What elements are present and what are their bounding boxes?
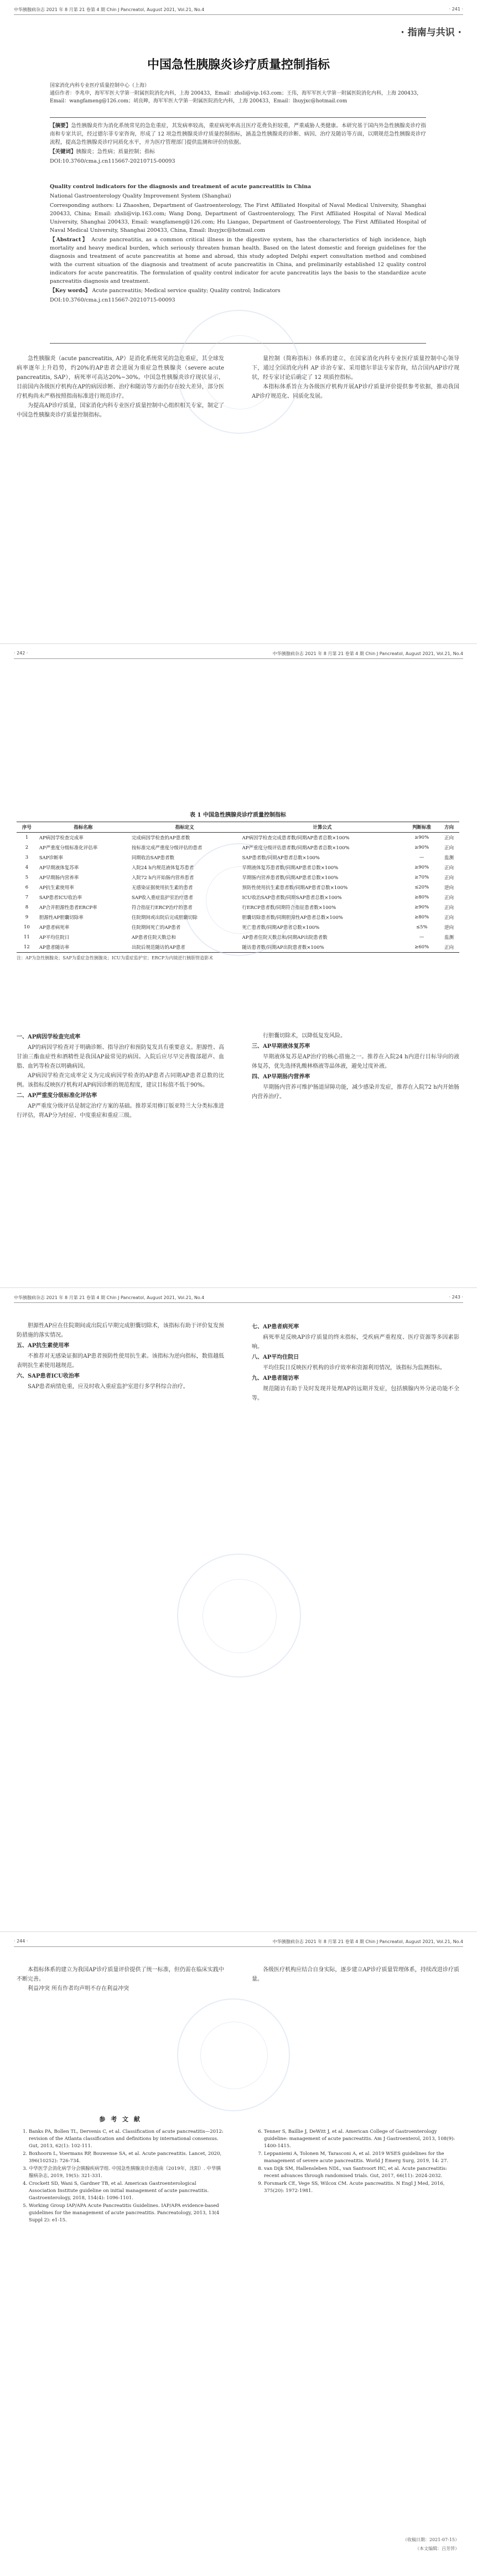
- en-abstract-label: 【Abstract】: [50, 237, 89, 243]
- reference-list: [17, 2128, 224, 2224]
- paragraph: 规范随访有助于及时发现并处理AP的远期并发症，包括胰腺内外分泌功能不全等。: [252, 1386, 459, 1401]
- paragraph: AP严重度分级评估是制定治疗方案的基础。推荐采用修订版亚特兰大分类标准进行评估，将AP分为轻症、中度重症和重症三级。: [17, 1103, 224, 1119]
- table-cell: AP病因学检查完成率: [39, 835, 84, 841]
- table-cell: 10: [24, 925, 30, 930]
- header-page-number: · 243 ·: [449, 1295, 463, 1300]
- correspondence: 通信作者：李兆申，海军军医大学第一附属医院消化内科，上海 200433，Email：zhsli@vip.163.com；王伟，海军军医大学第一附属医院消化内科，上海 200433，Email：wangfameng@126.com；胡良皞，海军军医大学第一附属医院消化内科，上海 200433，Email：lhuyjxc@hotmail.com: [50, 91, 422, 104]
- table-cell: ≥90%: [414, 905, 429, 910]
- reference-item: 4. Crockett SD, Wani S, Gardner TB, et al. American Gastroenterological Association Institute guideline on initial management of acute pancreatitis. Gastroenterology, 2018, 154(4): 1096-1101.: [29, 2180, 224, 2202]
- en-keywords-label: 【Key words】: [50, 288, 91, 294]
- table-cell: 死亡患者数/同期AP患者总数×100%: [242, 925, 320, 931]
- divider: [50, 117, 426, 118]
- paragraph: 行胆囊切除术，以降低复发风险。: [263, 1033, 346, 1039]
- paragraph: 早期液体复苏是AP治疗的核心措施之一。推荐在入院24 h内进行目标导向的液体复苏，优先选择乳酸林格液等晶体液，避免过度补液。: [252, 1054, 459, 1069]
- body-column-right: [252, 1031, 459, 1102]
- header-page-number: · 244 ·: [14, 1939, 28, 1944]
- table-header-cell: 序号: [17, 822, 37, 833]
- paragraph: 早期肠内营养可维护肠道屏障功能，减少感染并发症，推荐在入院72 h内开始肠内营养治疗。: [252, 1084, 459, 1100]
- reference-list: [252, 2128, 459, 2195]
- en-keywords-text: Acute pancreatitis; Medical service quality; Quality control; Indicators: [92, 288, 281, 294]
- table-cell: ICU收治SAP患者数/同期SAP患者总数×100%: [242, 895, 342, 901]
- table-cell: SAP收入重症监护室治疗患者: [131, 895, 194, 901]
- running-header: [14, 1294, 463, 1303]
- table-header-cell: 指标名称: [37, 822, 129, 833]
- paragraph: 利益冲突 所有作者均声明不存在利益冲突: [28, 1986, 129, 1992]
- page-1: [0, 0, 477, 643]
- section-heading: 三、AP早期液体复苏率: [252, 1043, 310, 1050]
- table-header-cell: 方向: [439, 822, 459, 833]
- abstract-en: [50, 183, 426, 305]
- table-cell: 逆向: [444, 885, 454, 891]
- table-cell: AP严重度分级评估患者数/同期AP患者总数×100%: [242, 845, 350, 851]
- page-3: [0, 1288, 477, 1931]
- table-header-cell: 计算公式: [240, 822, 405, 833]
- paragraph: 平均住院日反映医疗机构的诊疗效率和资源利用情况，该指标为监测指标。: [263, 1365, 445, 1371]
- table-cell: 住院期间死亡的AP患者: [131, 925, 181, 931]
- en-title: Quality control indicators for the diagnosis and treatment of acute pancreatitis in China: [50, 184, 312, 190]
- header-page-number: · 242 ·: [14, 651, 28, 656]
- table-cell: 正向: [444, 915, 454, 921]
- running-header: [14, 6, 463, 15]
- table-cell: ≥60%: [405, 942, 439, 953]
- reference-item: 1. Banks PA, Bollen TL, Dervenis C, et al. Classification of acute pancreatitis—2012: revision of the Atlanta classification and definitions by international consensus. Gut, 2013, 62(1): 102-111.: [29, 2128, 224, 2150]
- table-cell: 监测: [444, 935, 454, 941]
- en-abstract-text: Acute pancreatitis, as a common critical illness in the digestive system, has the characteristics of high incidence, high mortality and heavy medical burden, which seriously threaten human health. Based on the latest domestic and foreign guidelines for the diagnosis and treatment of acute pancreatitis at home and abroad, this study adopted Delphi expert consultation method and combined with the current situation of the diagnosis and treatment of acute pancreatitis in China, and preliminarily established 12 quality control indicators for acute pancreatitis. The formulation of quality control indicator for acute pancreatitis lays the basis to the standardize acute pancreatitis diagnosis and treatment.: [50, 237, 426, 284]
- author-group: 国家消化内科专业医疗质量控制中心（上海）: [50, 83, 150, 89]
- editor-note: （本文编辑：吕芳萍）: [415, 2546, 459, 2551]
- table-cell: 1: [25, 835, 29, 840]
- section-heading: 四、AP早期肠内营养率: [252, 1074, 310, 1080]
- table-cell: 监测: [444, 855, 454, 861]
- table-cell: ≥80%: [414, 915, 429, 920]
- table-note: 注：AP为急性胰腺炎；SAP为重症急性胰腺炎；ICU为重症监护室；ERCP为内镜逆行胰胆管造影术: [17, 955, 214, 960]
- watermark-seal: [177, 1554, 301, 1677]
- paragraph: AP病因学检查完成率定义为完成病因学检查的AP患者占同期AP患者总数的比例。该指标反映医疗机构对AP病因诊断的规范程度，建议目标值不低于90%。: [17, 1073, 224, 1088]
- paragraph: 病死率是反映AP诊疗质量的终末指标，受疾病严重程度、医疗资源等多因素影响。: [252, 1334, 459, 1350]
- table-cell: 正向: [439, 942, 459, 953]
- reference-item: 7. Leppaniemi A, Tolonen M, Tarasconi A, et al. 2019 WSES guidelines for the management of severe acute pancreatitis. World J Emerg Surg, 2019, 14: 27.: [264, 2151, 459, 2165]
- en-correspondence: Corresponding authors: Li Zhaoshen, Department of Gastroenterology, The First Affiliated Hospital of Naval Medical University, Shanghai 200433, China; Email: zhsli@vip.163.com; Wang Dong, Department of Gastroenterology, The First Affiliated Hospital of Naval Medical University, Shanghai 200433, Email: wangfameng@126.com; Hu Liangao, Department of Gastroenterology, The First Affiliated Hospital of Naval Medical University, Shanghai 200433, China, Email: lhuyjxc@hotmail.com: [50, 202, 426, 233]
- section-heading: 一、AP病因学检查完成率: [17, 1034, 81, 1040]
- paragraph: 各级医疗机构应结合自身实际，逐步建立AP诊疗质量管理体系，持续改进诊疗质量。: [252, 1967, 459, 1982]
- reference-item: 5. Working Group IAP/APA Acute Pancreatitis Guidelines. IAP/APA evidence-based guidelines for the management of acute pancreatitis. Pancreatology, 2013, 13(4 Suppl 2): e1-15.: [29, 2203, 224, 2224]
- article-title: 中国急性胰腺炎诊疗质量控制指标: [147, 58, 330, 72]
- doi: DOI:10.3760/cma.j.cn115667-20210715-00093: [50, 158, 175, 164]
- table-cell: AP患者住院天数总和/同期AP出院患者数: [242, 935, 328, 941]
- section-heading: 二、AP严重度分级标准化评估率: [17, 1093, 97, 1099]
- table-cell: 正向: [444, 835, 454, 841]
- table-cell: 12: [17, 942, 37, 953]
- table-cell: 预防性使用抗生素患者数/同期AP患者总数×100%: [242, 885, 348, 891]
- keywords-label: 【关键词】: [50, 149, 76, 155]
- body-column-left: [17, 1321, 224, 1391]
- table-cell: 2: [25, 845, 29, 850]
- table-cell: 出院后规范随访的AP患者: [129, 942, 240, 953]
- table-cell: 正向: [444, 895, 454, 901]
- table-cell: 住院期间或出院后完成胆囊切除: [131, 915, 198, 921]
- received-date: （收稿日期：2021-07-15）: [402, 2537, 459, 2542]
- table-cell: AP早期肠内营养率: [39, 875, 79, 881]
- table-cell: ≤20%: [414, 885, 429, 890]
- header-page-number: · 241 ·: [449, 7, 463, 12]
- reference-item: 2. Boxhoorn L, Voermans RP, Bouwense SA, et al. Acute pancreatitis. Lancet, 2020, 396(10252): 726-734.: [29, 2151, 224, 2165]
- table-cell: 8: [25, 905, 29, 910]
- table-cell: 随访患者数/同期AP出院患者数×100%: [240, 942, 405, 953]
- table-cell: 6: [25, 885, 29, 890]
- references-right: [252, 2128, 459, 2195]
- header-journal: 中华胰腺病杂志 2021 年 8 月第 21 卷第 4 期 Chin J Pancreatol, August 2021, Vol.21, No.4: [272, 651, 463, 656]
- table-cell: SAP患者ICU收治率: [39, 895, 82, 901]
- table-cell: ≤5%: [416, 925, 428, 930]
- reference-item: 3. 中华医学会消化病学分会胰腺疾病学组. 中国急性胰腺炎诊治指南（2019年，沈阳）. 中华胰腺病杂志, 2019, 19(5): 321-331.: [29, 2165, 224, 2180]
- paragraph: 胆源性AP应在住院期间或出院后早期完成胆囊切除术，该指标有助于评价复发预防措施的落实情况。: [17, 1323, 224, 1338]
- table-cell: 入院72 h内开始肠内营养患者: [131, 875, 194, 881]
- paragraph: 量控制（简称指标）体系的建立，在国家消化内科专业医疗质量控制中心领导下，通过全国消化内科 AP 诊治专家、采用德尔菲法专家咨询，结合国内AP诊疗现状，经专家讨论后确定了 12 项质控指标。: [252, 356, 459, 381]
- body-column-right: [252, 1965, 459, 1984]
- table-cell: 早期肠内营养患者数/同期AP患者总数×100%: [242, 875, 339, 881]
- abstract-text: 急性胰腺炎作为消化系统常见的急危重症，其发病率较高，重症病死率高且医疗花费负担较重，严重威胁人类健康。本研究基于国内外急性胰腺炎诊疗指南和专家共识，经过德尔菲专家咨询，形成了 12 项急性胰腺炎诊疗质量控制指标，涵盖急性胰腺炎的诊断、病因、治疗及随访等方面，以期规范急性胰腺炎诊疗流程，提高急性胰腺炎诊疗同质化水平，并为医疗管理部门提供监测和评价的依据。: [50, 123, 426, 146]
- abstract-cn: [50, 122, 426, 167]
- table-cell: AP合并胆源性患者ERCP率: [39, 905, 97, 911]
- table-cell: 无感染证据使用抗生素的患者: [131, 885, 193, 891]
- running-header: [14, 1938, 463, 1947]
- table-cell: 符合指征行ERCP治疗的患者: [131, 905, 193, 911]
- en-group: National Gastroenterology Quality Improvement System (Shanghai): [50, 193, 231, 199]
- table-cell: AP平均住院日: [39, 935, 70, 941]
- keywords-text: 胰腺炎；急性病；质量控制；指标: [76, 149, 155, 155]
- table-cell: 7: [25, 895, 29, 900]
- table-cell: 正向: [444, 875, 454, 881]
- table-cell: 按标准完成严重度分级评估的患者: [131, 845, 203, 851]
- section-heading: 七、AP患者病死率: [252, 1324, 299, 1330]
- table-cell: —: [419, 934, 424, 940]
- table-cell: 完成病因学检查的AP患者数: [131, 835, 190, 841]
- header-journal: 中华胰腺病杂志 2021 年 8 月第 21 卷第 4 期 Chin J Pancreatol, August 2021, Vol.21, No.4: [14, 1295, 205, 1300]
- table-cell: AP早期液体复苏率: [39, 865, 79, 871]
- table-cell: 入院24 h内规范液体复苏患者: [131, 865, 194, 871]
- table-cell: 逆向: [444, 925, 454, 931]
- paragraph: AP的病因学检查对于明确诊断、指导治疗和预防复发具有重要意义。胆源性、高甘油三酯血症性和酒精性是我国AP最常见的病因。入院后应尽早完善腹部超声、血脂、血钙等检查以明确病因。: [17, 1045, 224, 1069]
- running-header: [14, 650, 463, 659]
- table-cell: 早期液体复苏患者数/同期AP患者总数×100%: [242, 865, 339, 871]
- table-cell: 11: [24, 934, 30, 940]
- table-cell: 胆囊切除患者数/同期胆源性AP患者总数×100%: [242, 915, 343, 921]
- table-cell: AP患者随访率: [37, 942, 129, 953]
- table-row: [17, 833, 459, 843]
- section-heading: 八、AP平均住院日: [252, 1354, 299, 1360]
- author-block: [50, 82, 426, 105]
- paragraph: 为提高AP诊疗质量，国家消化内科专业医疗质量控制中心组织相关专家，制定了中国急性胰腺炎诊疗质量控制指标。: [17, 403, 224, 418]
- table-header-cell: 指标定义: [129, 822, 240, 833]
- reference-item: 8. van Dijk SM, Hallensleben NDL, van Santvoort HC, et al. Acute pancreatitis: recent advances through randomised trials. Gut, 2017, 66(11): 2024-2032.: [264, 2165, 459, 2180]
- reference-item: 6. Tenner S, Baillie J, DeWitt J, et al. American College of Gastroenterology guideline: management of acute pancreatitis. Am J Gastroenterol, 2013, 108(9): 1400-1415.: [264, 2128, 459, 2150]
- section-heading: 九、AP患者随访率: [252, 1375, 299, 1382]
- header-journal: 中华胰腺病杂志 2021 年 8 月第 21 卷第 4 期 Chin J Pancreatol, August 2021, Vol.21, No.4: [272, 1939, 463, 1944]
- table-cell: AP抗生素使用率: [39, 885, 74, 891]
- paragraph: 本指标体系旨在为各级医疗机构开展AP诊疗质量评价提供参考依据，推动我国AP诊疗规范化、同质化发展。: [252, 384, 459, 399]
- table-cell: AP病因学检查完成患者数/同期AP患者总数×100%: [242, 835, 350, 841]
- reference-item: 9. Forsmark CE, Vege SS, Wilcox CM. Acute pancreatitis. N Engl J Med, 2016, 375(20): 1972-1981.: [264, 2180, 459, 2195]
- references-heading: 参 考 文 献: [99, 2116, 142, 2123]
- page-4: [0, 1932, 477, 2576]
- paragraph: 不推荐对无感染证据的AP患者预防性使用抗生素。该指标为逆向指标，数值越低表明抗生素使用越规范。: [17, 1353, 224, 1369]
- table-cell: ≥90%: [414, 835, 429, 840]
- table-cell: 5: [25, 875, 29, 880]
- table-cell: ≥90%: [414, 865, 429, 870]
- table-cell: 3: [25, 855, 29, 860]
- table-cell: 正向: [444, 845, 454, 851]
- page-2: [0, 644, 477, 1287]
- table-cell: AP患者病死率: [39, 925, 70, 931]
- paragraph: SAP患者病情危重，应及时收入重症监护室进行多学科综合治疗。: [28, 1384, 189, 1390]
- table-header-row: [17, 822, 459, 833]
- table-cell: 9: [25, 915, 29, 920]
- table-cell: 4: [25, 865, 29, 870]
- table-cell: ≥70%: [414, 875, 429, 880]
- table-cell: ≥80%: [414, 895, 429, 900]
- paragraph: 本指标体系的建立为我国AP诊疗质量评价提供了统一标准，但仍需在临床实践中不断完善。: [17, 1967, 224, 1982]
- body-column-right: [252, 1321, 459, 1403]
- abstract-label: 【摘要】: [50, 123, 71, 129]
- references-left: [17, 2128, 224, 2225]
- paragraph: 急性胰腺炎（acute pancreatitis, AP）是消化系统常见的急危重症，其全球发病率逐年上升趋势，约20%的AP患者会进展为重症急性胰腺炎（severe acute pancreatitis, SAP），病死率可高达20%~30%。中国急性胰腺炎诊疗现状显示，目前国内各级医疗机构在AP的病因诊断、治疗和随访等方面仍存在较大差异，部分医疗机构尚未严格按照指南标准进行规范诊疗。: [17, 356, 224, 399]
- en-doi: DOI:10.3760/cma.j.cn115667-20210715-00093: [50, 297, 175, 303]
- watermark-seal: [177, 1998, 290, 2111]
- watermark-seal: [177, 310, 301, 434]
- body-column-left: [17, 1965, 224, 1993]
- section-tag: · 指南与共识 ·: [401, 27, 462, 38]
- table-cell: 正向: [444, 905, 454, 911]
- watermark-seal: [183, 843, 295, 956]
- section-heading: 六、SAP患者ICU收治率: [17, 1373, 80, 1379]
- table-cell: 同期收治SAP患者数: [131, 855, 175, 861]
- table-header-cell: 判断标准: [405, 822, 439, 833]
- table-cell: ≥90%: [414, 845, 429, 850]
- table-cell: —: [419, 855, 424, 860]
- table-cell: SAP患者数/同期AP患者总数×100%: [242, 855, 320, 861]
- body-column-left: [17, 1031, 224, 1120]
- table-cell: AP患者住院天数总和: [131, 935, 176, 941]
- header-journal: 中华胰腺病杂志 2021 年 8 月第 21 卷第 4 期 Chin J Pancreatol, August 2021, Vol.21, No.4: [14, 7, 205, 12]
- table-cell: SAP诊断率: [39, 855, 64, 861]
- table-cell: 胆源性AP胆囊切除率: [39, 915, 84, 921]
- section-heading: 五、AP抗生素使用率: [17, 1343, 70, 1349]
- table-cell: 行ERCP患者数/同期符合指征患者数×100%: [242, 905, 336, 911]
- table-cell: 正向: [444, 865, 454, 871]
- table-cell: AP严重度分级标准化评估率: [39, 845, 98, 851]
- table-caption: 表 1 中国急性胰腺炎诊疗质量控制指标: [190, 812, 286, 818]
